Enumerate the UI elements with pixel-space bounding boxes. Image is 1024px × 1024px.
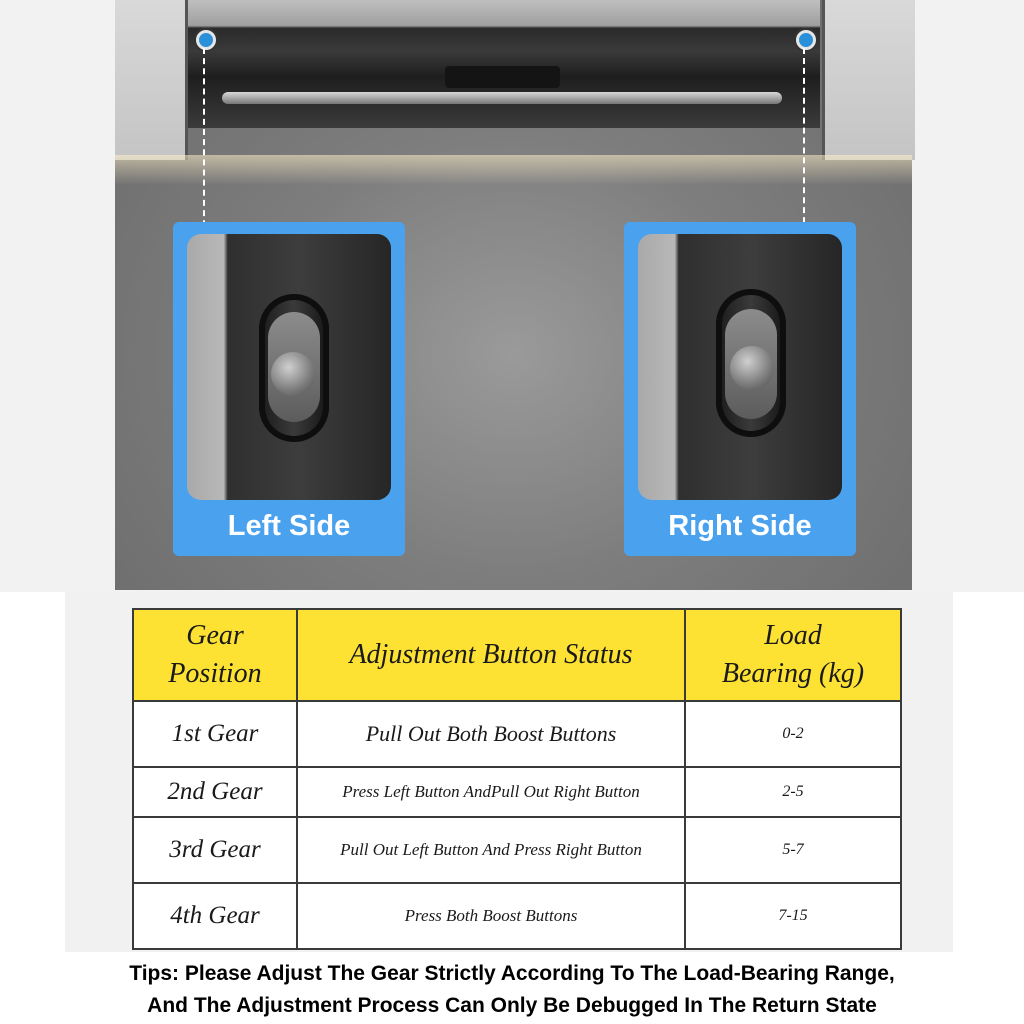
tips-line-1: Tips: Please Adjust The Gear Strictly According To The Load-Bearing Range, [129,962,895,985]
load-cell: 5-7 [685,817,901,883]
header-button-status: Adjustment Button Status [297,609,685,701]
table-row [133,767,901,817]
header-load-line2: Bearing (kg) [721,658,865,689]
gear-table [132,608,902,950]
table-row [133,701,901,767]
right-button-marker-icon [796,30,816,50]
header-load-line1: Load [764,620,822,651]
header-gear-position [133,609,297,701]
table-header-row [133,609,901,701]
load-cell: 7-15 [685,883,901,949]
left-side-label: Left Side [227,510,351,542]
left-side-callout [173,222,405,556]
left-button-marker-icon [196,30,216,50]
left-boost-button-icon [271,352,315,396]
header-load-bearing [685,609,901,701]
table-row [133,883,901,949]
gear-cell: 4th Gear [133,883,297,949]
tips-line-2: And The Adjustment Process Can Only Be Debugged In The Return State [147,994,877,1017]
light-strip [115,155,912,185]
pull-down-basket [188,0,820,128]
right-side-callout [624,222,856,556]
status-cell: Pull Out Both Boost Buttons [297,701,685,767]
tips-text [0,958,1024,1022]
status-cell: Press Both Boost Buttons [297,883,685,949]
right-boost-button-icon [730,346,774,390]
cabinet-left-wall [115,0,188,160]
right-leader-line [803,48,805,243]
header-gear-line1: Gear [186,620,244,651]
right-side-label: Right Side [668,510,812,542]
status-cell: Pull Out Left Button And Press Right Button [297,817,685,883]
status-cell: Press Left Button AndPull Out Right Button [297,767,685,817]
basket-bar [222,92,782,104]
gear-cell: 2nd Gear [133,767,297,817]
cabinet-right-wall [822,0,915,160]
right-button-closeup [638,234,842,500]
load-cell: 0-2 [685,701,901,767]
basket-handle [445,66,560,88]
gear-cell: 1st Gear [133,701,297,767]
header-gear-line2: Position [168,658,262,689]
table-row [133,817,901,883]
left-button-closeup [187,234,391,500]
load-cell: 2-5 [685,767,901,817]
gear-cell: 3rd Gear [133,817,297,883]
